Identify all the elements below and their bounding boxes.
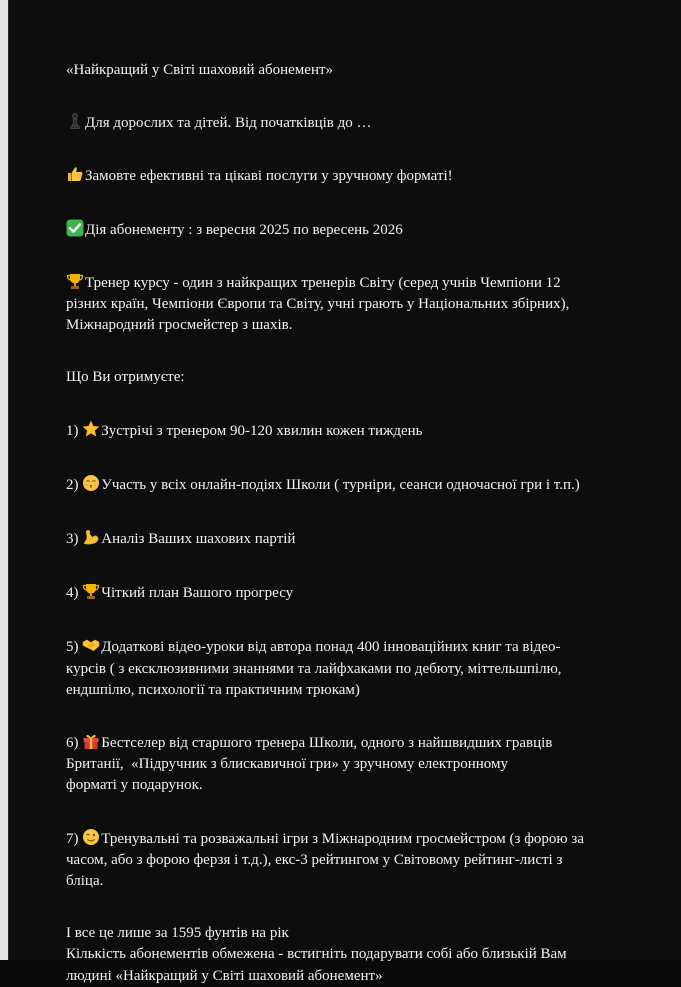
list-item-line-1: Додаткові відео-уроки від автора понад 400 інноваційних книг та відео- [101, 639, 561, 656]
list-item-number: 2) [66, 476, 79, 493]
audience-text: Для дорослих та дітей. Від початківців до … [85, 115, 372, 132]
list-item-line-3: ендшпілю, психології та практичним трюкам) [66, 681, 360, 698]
kissing-face-icon [82, 474, 100, 492]
chess-pawn-icon [66, 112, 84, 130]
flexed-biceps-icon [82, 528, 100, 546]
limited-line-2: людині «Найкращий у Світі шаховий абонемент» [66, 967, 383, 984]
trainer-line-3: Міжнародний гросмейстер з шахів. [66, 317, 293, 334]
list-item-number: 7) [66, 830, 79, 847]
order-text: Замовте ефективні та цікаві послуги у зручному форматі! [85, 168, 453, 185]
list-item-number: 3) [66, 531, 79, 548]
list-item-number: 4) [66, 585, 79, 602]
what-you-get-heading: Що Ви отримуєте: [66, 369, 185, 386]
limited-line-1: Кількість абонементів обмежена - встигніть подарувати собі або близькій Вам [66, 946, 567, 963]
list-item-number: 6) [66, 735, 79, 752]
list-item-line-2: курсів ( з ексклюзивними знаннями та лайфхаками по дебюту, міттельшпілю, [66, 660, 562, 677]
list-item-text: Чіткий план Вашого прогресу [101, 585, 294, 602]
document-content [66, 60, 636, 987]
star-icon [82, 420, 100, 438]
list-item-2 [66, 474, 636, 496]
list-item-line-3: форматі у подарунок. [66, 777, 203, 794]
list-item-line-1: Тренувальні та розважальні ігри з Міжнародним гросмейстром (з форою за [101, 830, 584, 847]
trophy-icon [82, 582, 100, 600]
list-item-1 [66, 420, 636, 442]
title-line: «Найкращий у Світі шаховий абонемент» [66, 62, 334, 78]
list-item-text: Аналіз Ваших шахових партій [101, 531, 296, 548]
gift-icon [82, 732, 100, 750]
validity-line [66, 219, 636, 241]
list-item-4 [66, 582, 636, 604]
check-mark-button-icon [66, 219, 84, 237]
winking-face-icon [82, 828, 100, 846]
validity-text: Дія абонементу : з вересня 2025 по вересень 2026 [85, 221, 403, 238]
list-item-line-2: Британії, «Підручник з блискавичної гри» у зручному електронному [66, 756, 508, 773]
list-item-5 [66, 636, 636, 701]
audience-line [66, 112, 636, 134]
list-item-text: Участь у всіх онлайн-подіях Школи ( турніри, сеанси одночасної гри і т.п.) [101, 476, 580, 493]
list-item-6 [66, 732, 636, 797]
handshake-icon [82, 636, 100, 654]
list-item-line-2: часом, або з форою ферзя і т.д.), екс-3 рейтингом у Світовому рейтинг-листі з [66, 851, 563, 868]
trainer-paragraph [66, 272, 636, 337]
list-item-number: 1) [66, 422, 79, 439]
list-item-line-1: Бестселер від старшого тренера Школи, одного з найшвидших гравців [101, 735, 553, 752]
trainer-line-2: різних країн, Чемпіони Європи та Світу, учні грають у Національних збірних), [66, 296, 570, 313]
price-line: І все це лише за 1595 фунтів на рік [66, 925, 289, 942]
list-item-3 [66, 528, 636, 550]
thumbs-up-icon [66, 165, 84, 183]
order-line [66, 165, 636, 187]
list-item-line-3: бліца. [66, 873, 104, 890]
list-item-7 [66, 828, 636, 893]
list-item-text: Зустрічі з тренером 90-120 хвилин кожен тиждень [101, 422, 423, 439]
trainer-line-1: Тренер курсу - один з найкращих тренерів Світу (серед учнів Чемпіони 12 [85, 274, 561, 291]
closing-paragraph [66, 923, 636, 987]
list-item-number: 5) [66, 639, 79, 656]
trophy-icon [66, 272, 84, 290]
document-page [8, 0, 681, 984]
